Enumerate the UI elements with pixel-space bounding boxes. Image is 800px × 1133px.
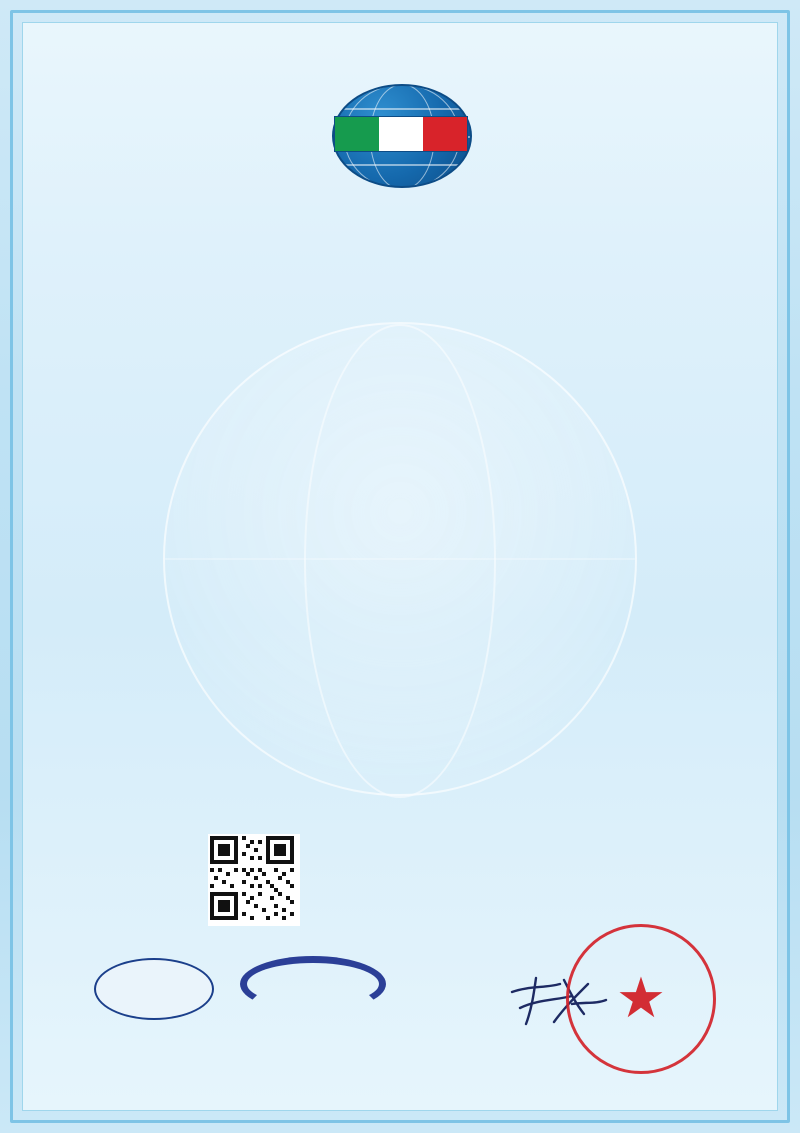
qr-code[interactable] <box>208 834 300 926</box>
cnas-logo <box>236 954 376 1020</box>
official-seal <box>566 924 716 1074</box>
logo-band <box>334 116 468 152</box>
iaf-mark-text <box>94 958 214 1020</box>
watermark-globe <box>163 322 637 796</box>
iaf-logo <box>94 958 214 1020</box>
logo-segment-red <box>423 117 467 151</box>
logo-segment-green <box>335 117 379 151</box>
globe-parallel-3 <box>332 164 472 166</box>
logo-letter-n <box>335 117 379 151</box>
seal-star-icon: ★ <box>615 968 667 1030</box>
globe-parallel-1 <box>332 108 472 110</box>
watermark-text <box>140 322 660 792</box>
logo-letter-v <box>423 117 467 151</box>
logo-segment-white <box>379 117 423 151</box>
certificate-body <box>22 22 778 1111</box>
ngv-logo <box>324 80 476 188</box>
logo-letter-g <box>379 117 423 151</box>
cnas-arc <box>240 956 386 1012</box>
